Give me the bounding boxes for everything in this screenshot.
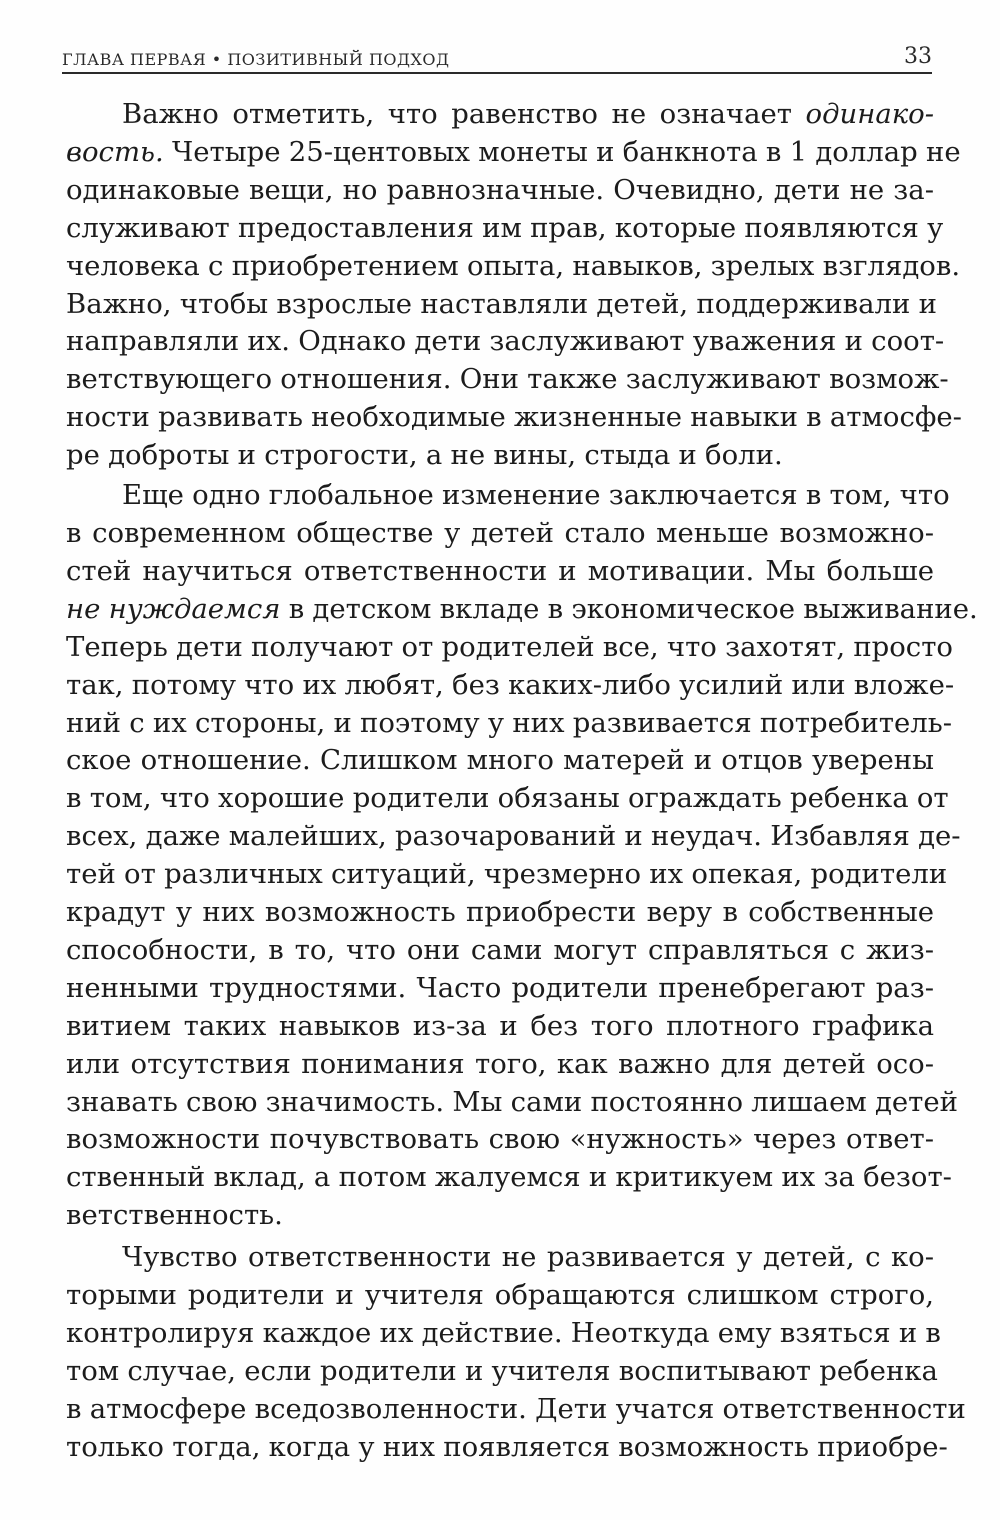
text-line: Чувство ответственности не развивается у детей, с ко-	[122, 1241, 934, 1274]
text-line: всех, даже малейших, разочарований и неудач. Избавляя де-	[66, 820, 961, 853]
text-line: крадут у них возможность приобрести веру в собственные	[66, 896, 934, 929]
text-line: ветственность.	[66, 1199, 283, 1232]
text-line: торыми родители и учителя обращаются слишком строго,	[66, 1279, 934, 1312]
emphasis: не нуждаемся	[66, 592, 281, 625]
text-line: стей научиться ответственности и мотивации. Мы больше	[66, 554, 934, 587]
text-line: ний с их стороны, и поэтому у них развивается потребитель-	[66, 706, 953, 739]
text-line: знавать свою значимость. Мы сами постоянно лишаем детей	[66, 1085, 958, 1118]
text-line: человека с приобретением опыта, навыков, зрелых взглядов.	[66, 249, 961, 282]
text-line: в современном обществе у детей стало меньше возможно-	[66, 516, 934, 549]
paragraph	[66, 1239, 966, 1466]
text-line: Теперь дети получают от родителей все, что захотят, просто	[66, 630, 953, 663]
text-line: не нуждаемся в детском вкладе в экономическое выживание.	[66, 592, 978, 625]
text-line: витием таких навыков из-за и без того плотного графика	[66, 1009, 934, 1042]
text-line: ственный вклад, а потом жалуемся и критикуем их за безот-	[66, 1161, 952, 1194]
text-line: ненными трудностями. Часто родители пренебрегают раз-	[66, 971, 934, 1004]
paragraph	[66, 477, 978, 1235]
text-line: или отсутствия понимания того, как важно для детей осо-	[66, 1047, 934, 1080]
text-line: направляли их. Однако дети заслуживают уважения и соот-	[66, 325, 945, 358]
paragraph	[66, 96, 962, 475]
text-line: контролируя каждое их действие. Неоткуда ему взяться и в	[66, 1317, 941, 1349]
text-line: служивают предоставления им прав, которые появляются у	[66, 211, 944, 244]
emphasis: одинако-	[805, 98, 934, 130]
text-line: в том, что хорошие родители обязаны ограждать ребенка от	[66, 782, 949, 815]
chapter-title: ГЛАВА ПЕРВАЯ • ПОЗИТИВНЫЙ ПОДХОД	[62, 50, 450, 69]
text-line: способности, в то, что они сами могут справляться с жиз-	[66, 933, 934, 966]
text-line: тей от различных ситуаций, чрезмерно их опекая, родители	[66, 858, 948, 891]
text-line: в атмосфере вседозволенности. Дети учатся ответственности	[66, 1392, 966, 1425]
page-number: 33	[904, 44, 932, 69]
text-line: Еще одно глобальное изменение заключается в том, что	[122, 479, 950, 512]
text-line: том случае, если родители и учителя воспитывают ребенка	[66, 1354, 938, 1387]
text-line: Важно, чтобы взрослые наставляли детей, поддерживали и	[66, 287, 937, 320]
text-line: ветствующего отношения. Они также заслуживают возмож-	[66, 363, 949, 396]
running-header	[62, 40, 932, 74]
text-line: Важно отметить, что равенство не означает одинако-	[122, 98, 934, 130]
text-line: одинаковые вещи, но равнозначные. Очевидно, дети не за-	[66, 173, 934, 206]
text-line: ности развивать необходимые жизненные навыки в атмосфе-	[66, 401, 962, 434]
body-text	[66, 96, 978, 1467]
text-line: ское отношение. Слишком много матерей и отцов уверены	[66, 744, 934, 777]
text-line: так, потому что их любят, без каких-либо усилий или вложе-	[66, 668, 955, 701]
text-line: возможности почувствовать свою «нужность» через ответ-	[66, 1123, 934, 1156]
text-line: только тогда, когда у них появляется возможность приобре-	[66, 1430, 948, 1463]
text-line: вость. Четыре 25-центовых монеты и банкнота в 1 доллар не	[66, 135, 961, 168]
text-line: ре доброты и строгости, а не вины, стыда и боли.	[66, 439, 783, 472]
emphasis: вость.	[66, 135, 164, 168]
